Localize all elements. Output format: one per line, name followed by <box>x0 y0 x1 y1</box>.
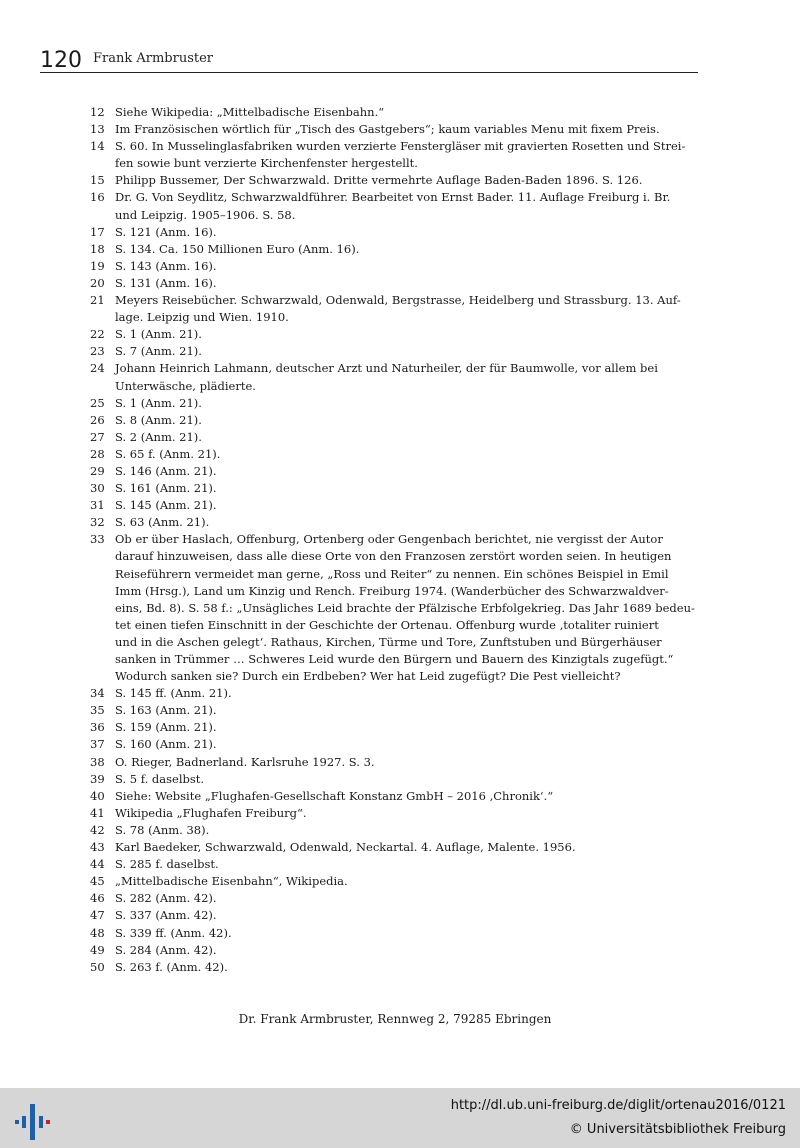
endnote-text <box>115 241 698 258</box>
endnote-item <box>90 446 698 463</box>
endnote-item <box>90 292 698 326</box>
endnote-line: eins, Bd. 8). S. 58 f.: „Unsägliches Leid brachte der Pfälzische Erbfolgekrieg. Das Jahr 1689 bedeu- <box>115 600 695 615</box>
endnote-item <box>90 736 698 753</box>
endnote-number: 22 <box>90 327 105 342</box>
endnote-line: S. 8 (Anm. 21). <box>115 412 202 427</box>
endnote-item <box>90 771 698 788</box>
endnote-item <box>90 856 698 873</box>
endnote-text <box>115 343 698 360</box>
endnote-line: S. 65 f. (Anm. 21). <box>115 446 221 461</box>
endnote-line: Unterwäsche, plädierte. <box>115 378 256 393</box>
endnote-text <box>115 104 698 121</box>
endnote-text <box>115 326 698 343</box>
endnote-text <box>115 839 698 856</box>
endnote-number: 47 <box>90 908 105 923</box>
endnote-item <box>90 959 698 976</box>
endnote-number: 43 <box>90 840 105 855</box>
running-head: Frank Armbruster <box>93 51 214 66</box>
endnote-item <box>90 685 698 702</box>
endnote-text <box>115 719 698 736</box>
endnote-line: S. 1 (Anm. 21). <box>115 327 202 342</box>
endnote-text <box>115 446 698 463</box>
endnote-text <box>115 736 698 753</box>
endnote-number: 26 <box>90 412 105 427</box>
endnote-item <box>90 805 698 822</box>
endnote-line: S. 284 (Anm. 42). <box>115 942 217 957</box>
endnote-item <box>90 224 698 241</box>
endnote-line: S. 1 (Anm. 21). <box>115 395 202 410</box>
footer-bar <box>0 1088 800 1148</box>
endnote-line: Karl Baedeker, Schwarzwald, Odenwald, Neckartal. 4. Auflage, Malente. 1956. <box>115 840 576 855</box>
endnotes-list <box>90 104 698 976</box>
endnote-line: Siehe Wikipedia: „Mittelbadische Eisenbahn.“ <box>115 105 385 119</box>
endnote-item <box>90 104 698 121</box>
endnote-line: Wikipedia „Flughafen Freiburg“. <box>115 805 307 820</box>
endnote-line: S. 146 (Anm. 21). <box>115 463 217 478</box>
endnote-number: 17 <box>90 224 105 239</box>
endnote-line: Ob er über Haslach, Offenburg, Ortenberg oder Gengenbach berichtet, nie vergisst der Autor <box>115 532 663 547</box>
endnote-line: S. 163 (Anm. 21). <box>115 703 217 718</box>
endnote-line: Wodurch sanken sie? Durch ein Erdbeben? Wer hat Leid zugefügt? Die Pest vielleicht? <box>115 669 621 684</box>
endnote-item <box>90 822 698 839</box>
endnote-text <box>115 822 698 839</box>
endnote-line: S. 337 (Anm. 42). <box>115 908 217 923</box>
endnote-number: 29 <box>90 463 105 478</box>
endnote-line: S. 121 (Anm. 16). <box>115 224 217 239</box>
endnote-number: 16 <box>90 190 105 205</box>
endnote-text <box>115 771 698 788</box>
endnote-text <box>115 890 698 907</box>
endnote-item <box>90 343 698 360</box>
endnote-item <box>90 412 698 429</box>
endnote-line: „Mittelbadische Eisenbahn“, Wikipedia. <box>115 874 348 889</box>
endnote-number: 18 <box>90 241 105 256</box>
endnote-item <box>90 754 698 771</box>
endnote-line: S. 7 (Anm. 21). <box>115 344 202 359</box>
endnote-text <box>115 138 698 172</box>
endnote-item <box>90 907 698 924</box>
endnote-item <box>90 890 698 907</box>
endnote-item <box>90 360 698 394</box>
endnote-number: 48 <box>90 925 105 940</box>
footer-copyright: © Universitätsbibliothek Freiburg <box>569 1122 786 1137</box>
endnote-number: 49 <box>90 942 105 957</box>
endnote-text <box>115 258 698 275</box>
endnote-number: 44 <box>90 857 105 872</box>
endnote-number: 39 <box>90 771 105 786</box>
endnote-number: 13 <box>90 122 105 137</box>
endnote-item <box>90 275 698 292</box>
endnote-number: 24 <box>90 361 105 376</box>
endnote-item <box>90 873 698 890</box>
endnote-line: fen sowie bunt verzierte Kirchenfenster hergestellt. <box>115 156 418 171</box>
author-address: Dr. Frank Armbruster, Rennweg 2, 79285 Ebringen <box>238 1012 552 1026</box>
endnote-number: 36 <box>90 720 105 735</box>
footer-url-link[interactable]: http://dl.ub.uni-freiburg.de/diglit/ortenau2016/0121 <box>450 1098 786 1113</box>
endnote-line: S. 263 f. (Anm. 42). <box>115 959 228 974</box>
endnote-text <box>115 412 698 429</box>
endnote-number: 31 <box>90 498 105 513</box>
endnote-number: 35 <box>90 703 105 718</box>
endnote-text <box>115 873 698 890</box>
endnote-item <box>90 258 698 275</box>
endnote-line: Siehe: Website „Flughafen-Gesellschaft Konstanz GmbH – 2016 ‚Chronik‘.“ <box>115 788 554 803</box>
endnote-text <box>115 360 698 394</box>
endnote-line: Johann Heinrich Lahmann, deutscher Arzt und Naturheiler, der für Baumwolle, vor allem bei <box>115 361 658 376</box>
endnote-item <box>90 395 698 412</box>
endnote-text <box>115 463 698 480</box>
endnote-line: Imm (Hrsg.), Land um Kinzig und Rench. Freiburg 1974. (Wanderbücher des Schwarzwaldver- <box>115 583 669 598</box>
endnote-text <box>115 480 698 497</box>
endnote-line: Reiseführern vermeidet man gerne, „Ross und Reiter“ zu nennen. Ein schönes Beispiel in Emil <box>115 566 669 581</box>
endnote-text <box>115 754 698 771</box>
endnote-number: 45 <box>90 874 105 889</box>
endnote-item <box>90 925 698 942</box>
endnote-number: 40 <box>90 788 105 803</box>
endnote-number: 14 <box>90 139 105 154</box>
endnote-line: und in die Aschen gelegt‘. Rathaus, Kirchen, Türme und Tore, Zunftstuben und Bürgerhäuser <box>115 634 662 649</box>
endnote-item <box>90 497 698 514</box>
endnote-item <box>90 514 698 531</box>
endnote-text <box>115 172 698 189</box>
endnote-line: und Leipzig. 1905–1906. S. 58. <box>115 207 296 222</box>
endnote-item <box>90 189 698 223</box>
ub-freiburg-logo-icon <box>12 1102 52 1142</box>
endnote-line: lage. Leipzig und Wien. 1910. <box>115 310 289 325</box>
endnote-line: darauf hinzuweisen, dass alle diese Orte von den Franzosen zerstört worden seien. In heutigen <box>115 549 672 564</box>
endnote-text <box>115 531 698 685</box>
endnote-item <box>90 719 698 736</box>
endnote-item <box>90 942 698 959</box>
endnote-number: 15 <box>90 173 105 188</box>
endnote-item <box>90 138 698 172</box>
endnote-line: S. 131 (Anm. 16). <box>115 275 217 290</box>
endnote-text <box>115 685 698 702</box>
endnote-line: O. Rieger, Badnerland. Karlsruhe 1927. S. 3. <box>115 754 375 769</box>
page-header <box>40 48 698 72</box>
endnote-line: Dr. G. Von Seydlitz, Schwarzwaldführer. Bearbeitet von Ernst Bader. 11. Auflage Freiburg i. Br. <box>115 190 671 205</box>
endnote-item <box>90 429 698 446</box>
endnote-text <box>115 497 698 514</box>
endnote-item <box>90 172 698 189</box>
endnote-text <box>115 788 698 805</box>
endnote-number: 33 <box>90 532 105 547</box>
endnote-text <box>115 395 698 412</box>
endnote-line: S. 145 (Anm. 21). <box>115 498 217 513</box>
endnote-number: 34 <box>90 686 105 701</box>
endnote-text <box>115 942 698 959</box>
endnote-line: S. 78 (Anm. 38). <box>115 822 210 837</box>
endnote-number: 46 <box>90 891 105 906</box>
endnote-line: S. 134. Ca. 150 Millionen Euro (Anm. 16). <box>115 241 360 256</box>
endnote-text <box>115 805 698 822</box>
endnote-item <box>90 702 698 719</box>
endnote-number: 30 <box>90 481 105 496</box>
endnote-text <box>115 907 698 924</box>
endnote-line: S. 339 ff. (Anm. 42). <box>115 925 232 940</box>
endnote-number: 20 <box>90 275 105 290</box>
endnote-line: S. 60. In Musselinglasfabriken wurden verzierte Fenstergläser mit gravierten Rosetten und Strei- <box>115 139 686 154</box>
endnote-text <box>115 121 698 138</box>
endnote-line: Im Französischen wörtlich für „Tisch des Gastgebers“; kaum variables Menu mit fixem Preis. <box>115 122 660 137</box>
endnote-text <box>115 189 698 223</box>
endnote-number: 32 <box>90 515 105 530</box>
endnote-text <box>115 856 698 873</box>
endnote-item <box>90 839 698 856</box>
endnote-line: S. 282 (Anm. 42). <box>115 891 217 906</box>
endnote-item <box>90 788 698 805</box>
endnote-number: 23 <box>90 344 105 359</box>
endnote-number: 50 <box>90 959 105 974</box>
endnote-line: S. 5 f. daselbst. <box>115 771 205 786</box>
endnote-text <box>115 275 698 292</box>
endnote-line: S. 145 ff. (Anm. 21). <box>115 686 232 701</box>
endnote-number: 25 <box>90 395 105 410</box>
endnote-item <box>90 531 698 685</box>
endnote-line: S. 285 f. daselbst. <box>115 857 219 872</box>
endnote-text <box>115 702 698 719</box>
endnote-line: S. 159 (Anm. 21). <box>115 720 217 735</box>
endnote-number: 41 <box>90 805 105 820</box>
endnote-line: S. 160 (Anm. 21). <box>115 737 217 752</box>
endnote-text <box>115 925 698 942</box>
endnote-number: 42 <box>90 822 105 837</box>
endnote-line: sanken in Trümmer … Schweres Leid wurde den Bürgern und Bauern des Kinzigtals zugefügt.“ <box>115 652 674 666</box>
endnote-text <box>115 224 698 241</box>
page-number: 120 <box>40 48 82 73</box>
endnote-line: S. 63 (Anm. 21). <box>115 515 210 530</box>
endnote-number: 37 <box>90 737 105 752</box>
endnote-item <box>90 326 698 343</box>
endnote-line: Philipp Bussemer, Der Schwarzwald. Dritte vermehrte Auflage Baden-Baden 1896. S. 126. <box>115 173 643 188</box>
header-rule <box>40 72 698 73</box>
endnote-item <box>90 121 698 138</box>
endnote-number: 19 <box>90 258 105 273</box>
endnote-number: 28 <box>90 446 105 461</box>
endnote-text <box>115 292 698 326</box>
endnote-number: 21 <box>90 293 105 308</box>
endnote-text <box>115 429 698 446</box>
endnote-number: 27 <box>90 429 105 444</box>
endnote-number: 38 <box>90 754 105 769</box>
endnote-line: tet einen tiefen Einschnitt in der Geschichte der Ortenau. Offenburg wurde ‚totaliter ruiniert <box>115 617 659 632</box>
endnote-item <box>90 463 698 480</box>
endnote-line: S. 2 (Anm. 21). <box>115 429 202 444</box>
endnote-item <box>90 480 698 497</box>
endnote-line: S. 161 (Anm. 21). <box>115 481 217 496</box>
endnote-text <box>115 514 698 531</box>
endnote-line: Meyers Reisebücher. Schwarzwald, Odenwald, Bergstrasse, Heidelberg und Strassburg. 13. Auf- <box>115 293 681 308</box>
endnote-line: S. 143 (Anm. 16). <box>115 258 217 273</box>
endnote-number: 12 <box>90 105 105 119</box>
endnote-text <box>115 959 698 976</box>
endnote-item <box>90 241 698 258</box>
